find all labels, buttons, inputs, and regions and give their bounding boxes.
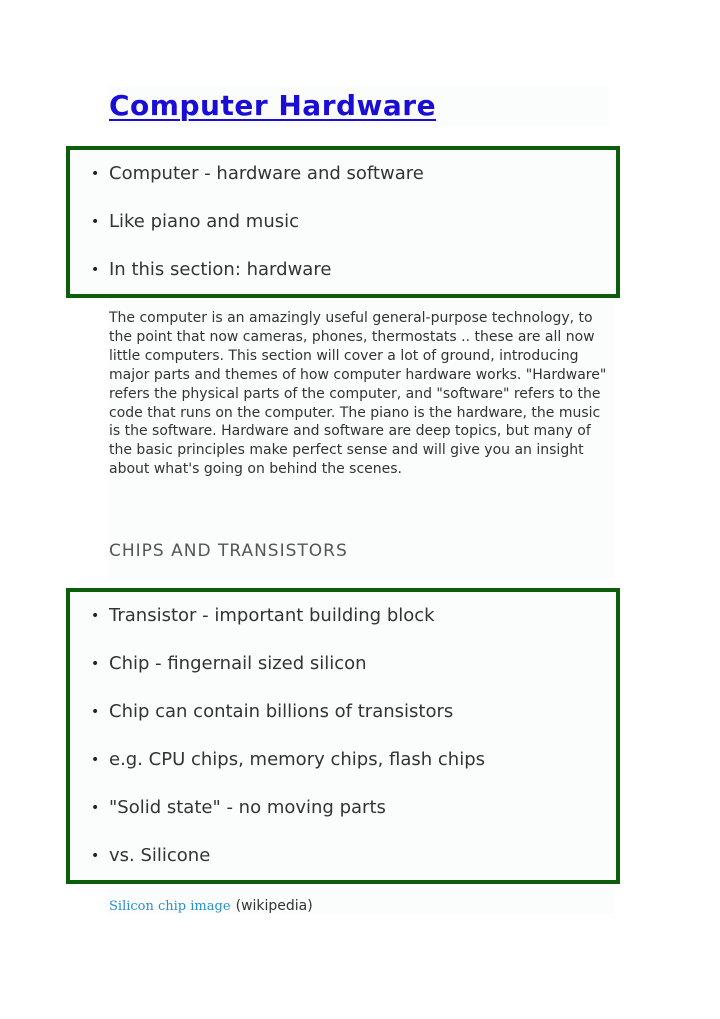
list-item [70,592,616,640]
list-item-text: In this section: hardware [109,259,332,280]
intro-bullet-box [66,146,620,298]
list-item [70,736,616,784]
list-item-text: Chip - fingernail sized silicon [109,653,367,674]
bullet-icon: • [91,214,100,230]
list-item [70,640,616,688]
list-item [70,688,616,736]
list-item-text: Computer - hardware and software [109,163,424,184]
list-item-text: Transistor - important building block [109,605,435,626]
list-item [70,150,616,198]
chips-bullet-box [66,588,620,884]
bullet-icon: • [91,262,100,278]
silicon-chip-image-link[interactable]: Silicon chip image [109,899,231,914]
bullet-icon: • [91,656,100,672]
list-item [70,246,616,294]
bullet-icon: • [91,752,100,768]
list-item-text: Like piano and music [109,211,300,232]
page-title-link[interactable]: Computer Hardware [109,89,437,122]
section-heading-chips: CHIPS AND TRANSISTORS [109,541,348,561]
list-item [70,198,616,246]
credit-source: (wikipedia) [235,898,313,914]
bullet-icon: • [91,166,100,182]
intro-paragraph: The computer is an amazingly useful general-purpose technology, to the point that now cameras, phones, thermostats .. these are all now little computers. This section will cover a lot of ground, introducing major parts and themes of how computer hardware works. "Hardware" refers the physical parts of the computer, and "software" refers to the code that runs on the computer. The piano is the hardware, the music is the software. Hardware and software are deep topics, but many of the basic principles make perfect sense and will give you an insight about what's going on behind the scenes. [109,310,607,478]
image-credit [109,895,313,914]
bullet-icon: • [91,800,100,816]
bullet-icon: • [91,608,100,624]
bullet-icon: • [91,848,100,864]
list-item [70,784,616,832]
list-item-text: "Solid state" - no moving parts [109,797,386,818]
bullet-icon: • [91,704,100,720]
list-item-text: e.g. CPU chips, memory chips, flash chips [109,749,486,770]
list-item-text: Chip can contain billions of transistors [109,701,454,722]
list-item [70,832,616,880]
list-item-text: vs. Silicone [109,845,211,866]
